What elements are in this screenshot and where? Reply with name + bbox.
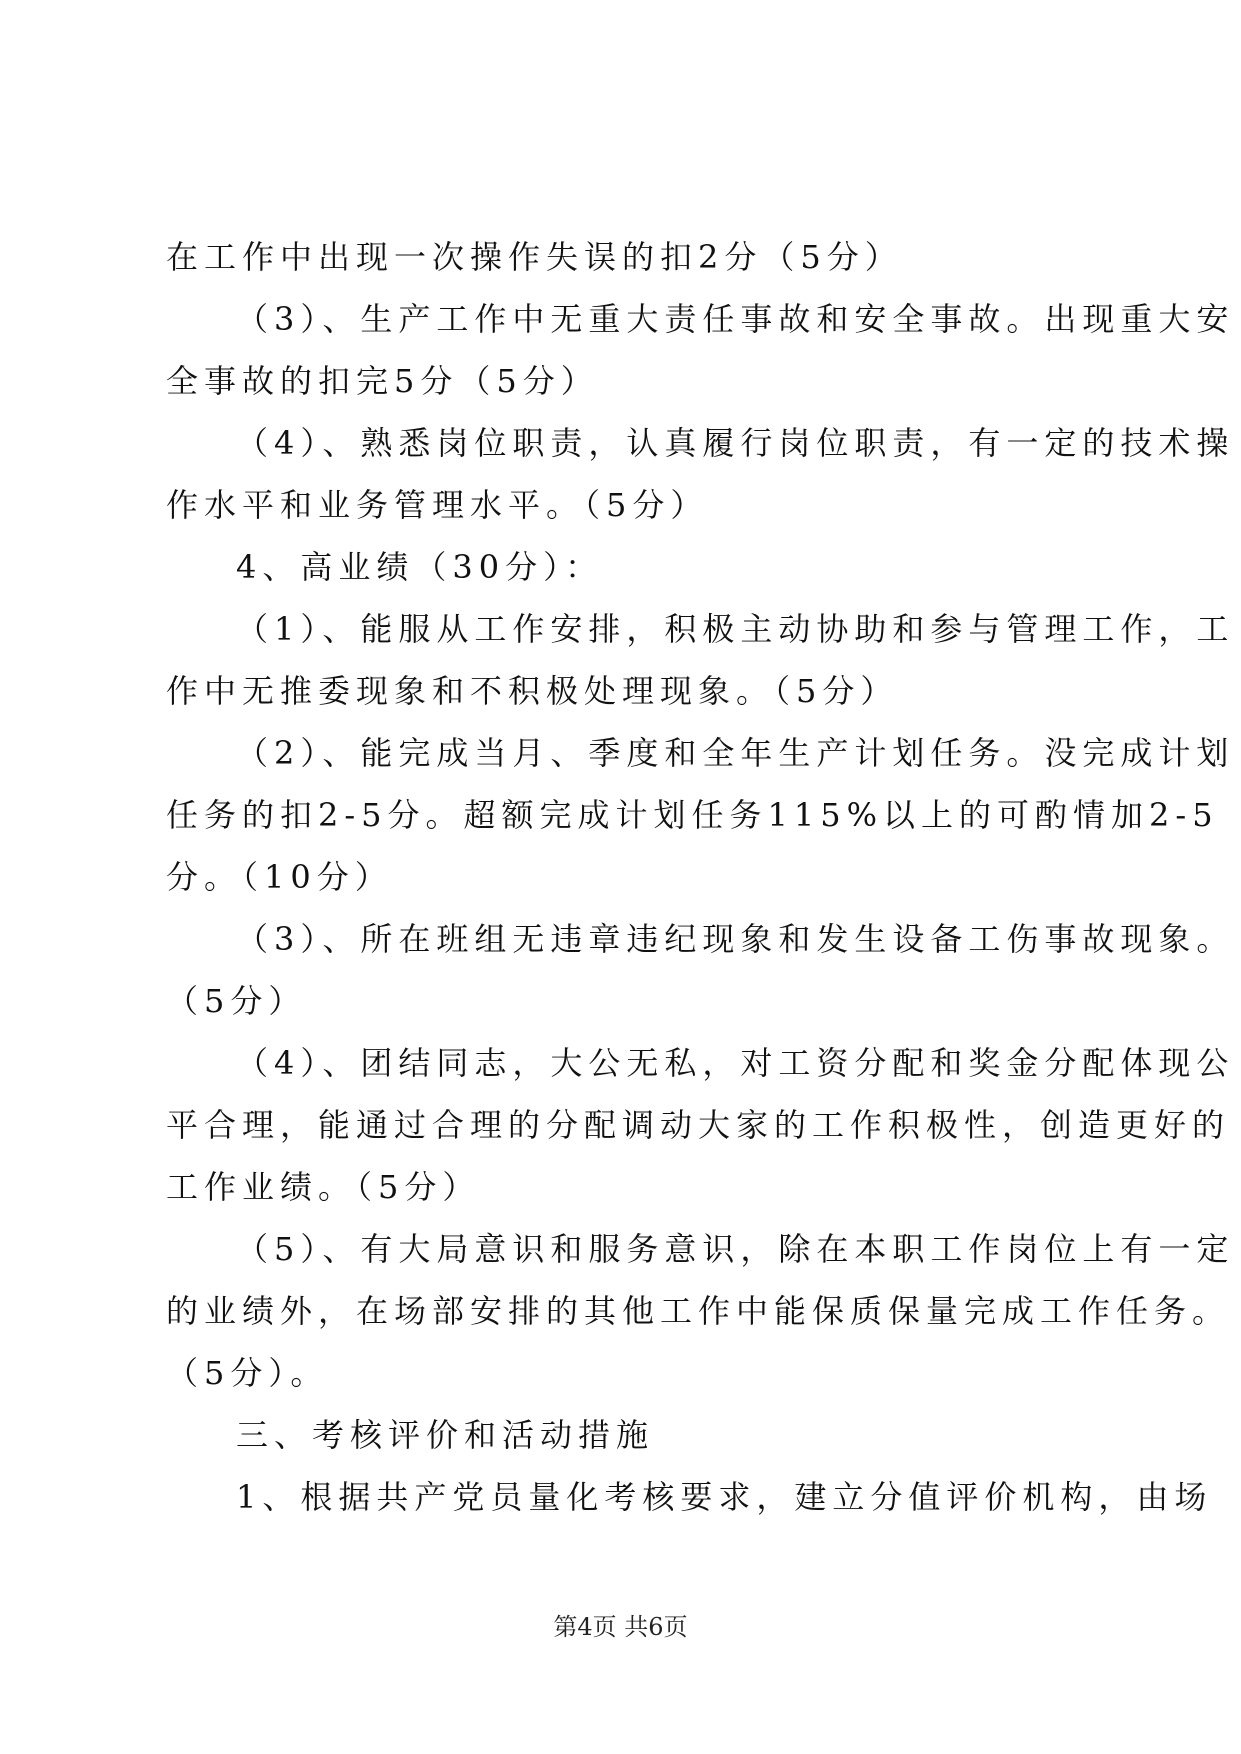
text-line: （5分） — [166, 982, 307, 1020]
text-line: （5）、有大局意识和服务意识，除在本职工作岗位上有一定 — [236, 1230, 1235, 1268]
text-line: （2）、能完成当月、季度和全年生产计划任务。没完成计划 — [236, 734, 1235, 772]
text-line: 作水平和业务管理水平。（5分） — [166, 486, 709, 524]
text-line: 作中无推委现象和不积极处理现象。（5分） — [166, 672, 899, 710]
text-line: （1）、能服从工作安排，积极主动协助和参与管理工作，工 — [236, 610, 1235, 648]
text-line: 全事故的扣完5分（5分） — [166, 362, 599, 400]
document-body — [166, 226, 1235, 1528]
text-line: 三、考核评价和活动措施 — [236, 1416, 655, 1454]
text-line: 工作业绩。（5分） — [166, 1168, 481, 1206]
text-line: （3）、生产工作中无重大责任事故和安全事故。出现重大安 — [236, 300, 1235, 338]
text-line: （3）、所在班组无违章违纪现象和发生设备工伤事故现象。 — [236, 920, 1235, 958]
text-line: 在工作中出现一次操作失误的扣2分（5分） — [166, 238, 903, 276]
text-line: （4）、团结同志，大公无私，对工资分配和奖金分配体现公 — [236, 1044, 1235, 1082]
text-line: 任务的扣2-5分。超额完成计划任务115%以上的可酌情加2-5 — [166, 796, 1219, 834]
text-line: （4）、熟悉岗位职责，认真履行岗位职责，有一定的技术操 — [236, 424, 1235, 462]
page-footer: 第4页 共6页 — [553, 1613, 688, 1641]
text-line: 平合理，能通过合理的分配调动大家的工作积极性，创造更好的 — [166, 1106, 1231, 1144]
text-line: 分。（10分） — [166, 858, 393, 896]
text-line: 4、高业绩（30分）： — [236, 548, 604, 586]
text-line: （5分）。 — [166, 1354, 329, 1392]
text-line: 1、根据共产党员量化考核要求，建立分值评价机构，由场 — [236, 1478, 1213, 1516]
text-line: 的业绩外，在场部安排的其他工作中能保质保量完成工作任务。 — [166, 1292, 1231, 1330]
